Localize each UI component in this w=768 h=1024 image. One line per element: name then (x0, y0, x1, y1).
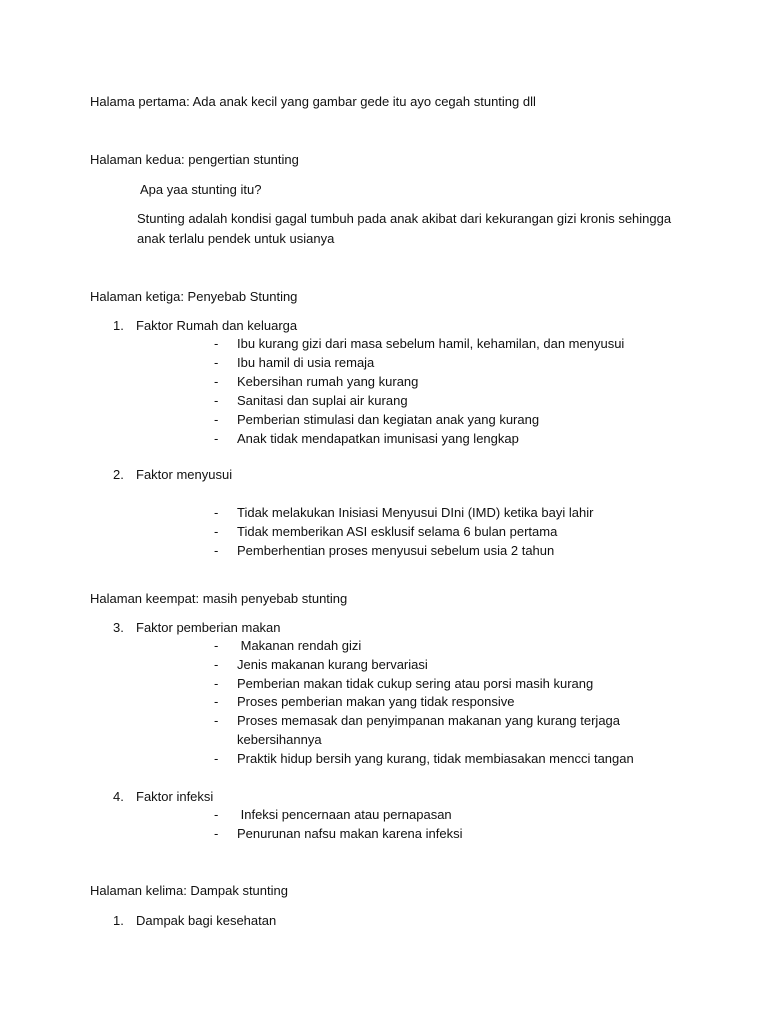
bullet-dash: - (214, 412, 219, 427)
list-item: Tidak melakukan Inisiasi Menyusui DIni (IMD) ketika bayi lahir (237, 505, 594, 520)
bullet-dash: - (214, 524, 219, 539)
list-number: 1. (113, 318, 124, 333)
page2-heading: Halaman kedua: pengertian stunting (90, 152, 299, 167)
page4-heading: Halaman keempat: masih penyebab stunting (90, 591, 348, 606)
factor-label: Faktor menyusui (136, 467, 233, 482)
page5-heading: Halaman kelima: Dampak stunting (90, 883, 288, 898)
page1-heading: Halama pertama: Ada anak kecil yang gambar gede itu ayo cegah stunting dll (90, 94, 536, 109)
list-item: Proses memasak dan penyimpanan makanan yang kurang terjaga (237, 713, 621, 728)
list-item: Ibu hamil di usia remaja (237, 355, 375, 370)
list-number: 4. (113, 789, 124, 804)
bullet-dash: - (214, 393, 219, 408)
list-item: Kebersihan rumah yang kurang (237, 374, 419, 389)
list-item: Penurunan nafsu makan karena infeksi (237, 826, 463, 841)
list-number: 2. (113, 467, 124, 482)
bullet-dash: - (214, 336, 219, 351)
bullet-dash: - (214, 543, 219, 558)
bullet-dash: - (214, 676, 219, 691)
factor-label: Faktor Rumah dan keluarga (136, 318, 298, 333)
bullet-dash: - (214, 826, 219, 841)
list-item: Praktik hidup bersih yang kurang, tidak membiasakan mencci tangan (237, 751, 634, 766)
list-item: Anak tidak mendapatkan imunisasi yang lengkap (237, 431, 519, 446)
bullet-dash: - (214, 713, 219, 728)
impact-label: Dampak bagi kesehatan (136, 913, 277, 928)
list-item: Proses pemberian makan yang tidak responsive (237, 694, 515, 709)
factor-label: Faktor infeksi (136, 789, 214, 804)
list-item: Tidak memberikan ASI esklusif selama 6 bulan pertama (237, 524, 558, 539)
list-item: Pemberian stimulasi dan kegiatan anak yang kurang (237, 412, 540, 427)
page2-definition-line1: Stunting adalah kondisi gagal tumbuh pada anak akibat dari kekurangan gizi kronis sehingga (137, 211, 672, 226)
bullet-dash: - (214, 807, 219, 822)
page2-definition-line2: anak terlalu pendek untuk usianya (137, 231, 335, 246)
bullet-dash: - (214, 374, 219, 389)
bullet-dash: - (214, 355, 219, 370)
page2-question: Apa yaa stunting itu? (140, 182, 262, 197)
bullet-dash: - (214, 694, 219, 709)
bullet-dash: - (214, 431, 219, 446)
list-item: Pemberian makan tidak cukup sering atau porsi masih kurang (237, 676, 594, 691)
bullet-dash: - (214, 751, 219, 766)
list-item-continuation: kebersihannya (237, 732, 322, 747)
bullet-dash: - (214, 657, 219, 672)
bullet-dash: - (214, 505, 219, 520)
list-item: Ibu kurang gizi dari masa sebelum hamil, kehamilan, dan menyusui (237, 336, 625, 351)
bullet-dash: - (214, 638, 219, 653)
list-number: 1. (113, 913, 124, 928)
list-number: 3. (113, 620, 124, 635)
list-item: Makanan rendah gizi (237, 638, 362, 653)
list-item: Pemberhentian proses menyusui sebelum usia 2 tahun (237, 543, 555, 558)
list-item: Jenis makanan kurang bervariasi (237, 657, 428, 672)
list-item: Infeksi pencernaan atau pernapasan (237, 807, 452, 822)
list-item: Sanitasi dan suplai air kurang (237, 393, 408, 408)
factor-label: Faktor pemberian makan (136, 620, 281, 635)
page3-heading: Halaman ketiga: Penyebab Stunting (90, 289, 298, 304)
